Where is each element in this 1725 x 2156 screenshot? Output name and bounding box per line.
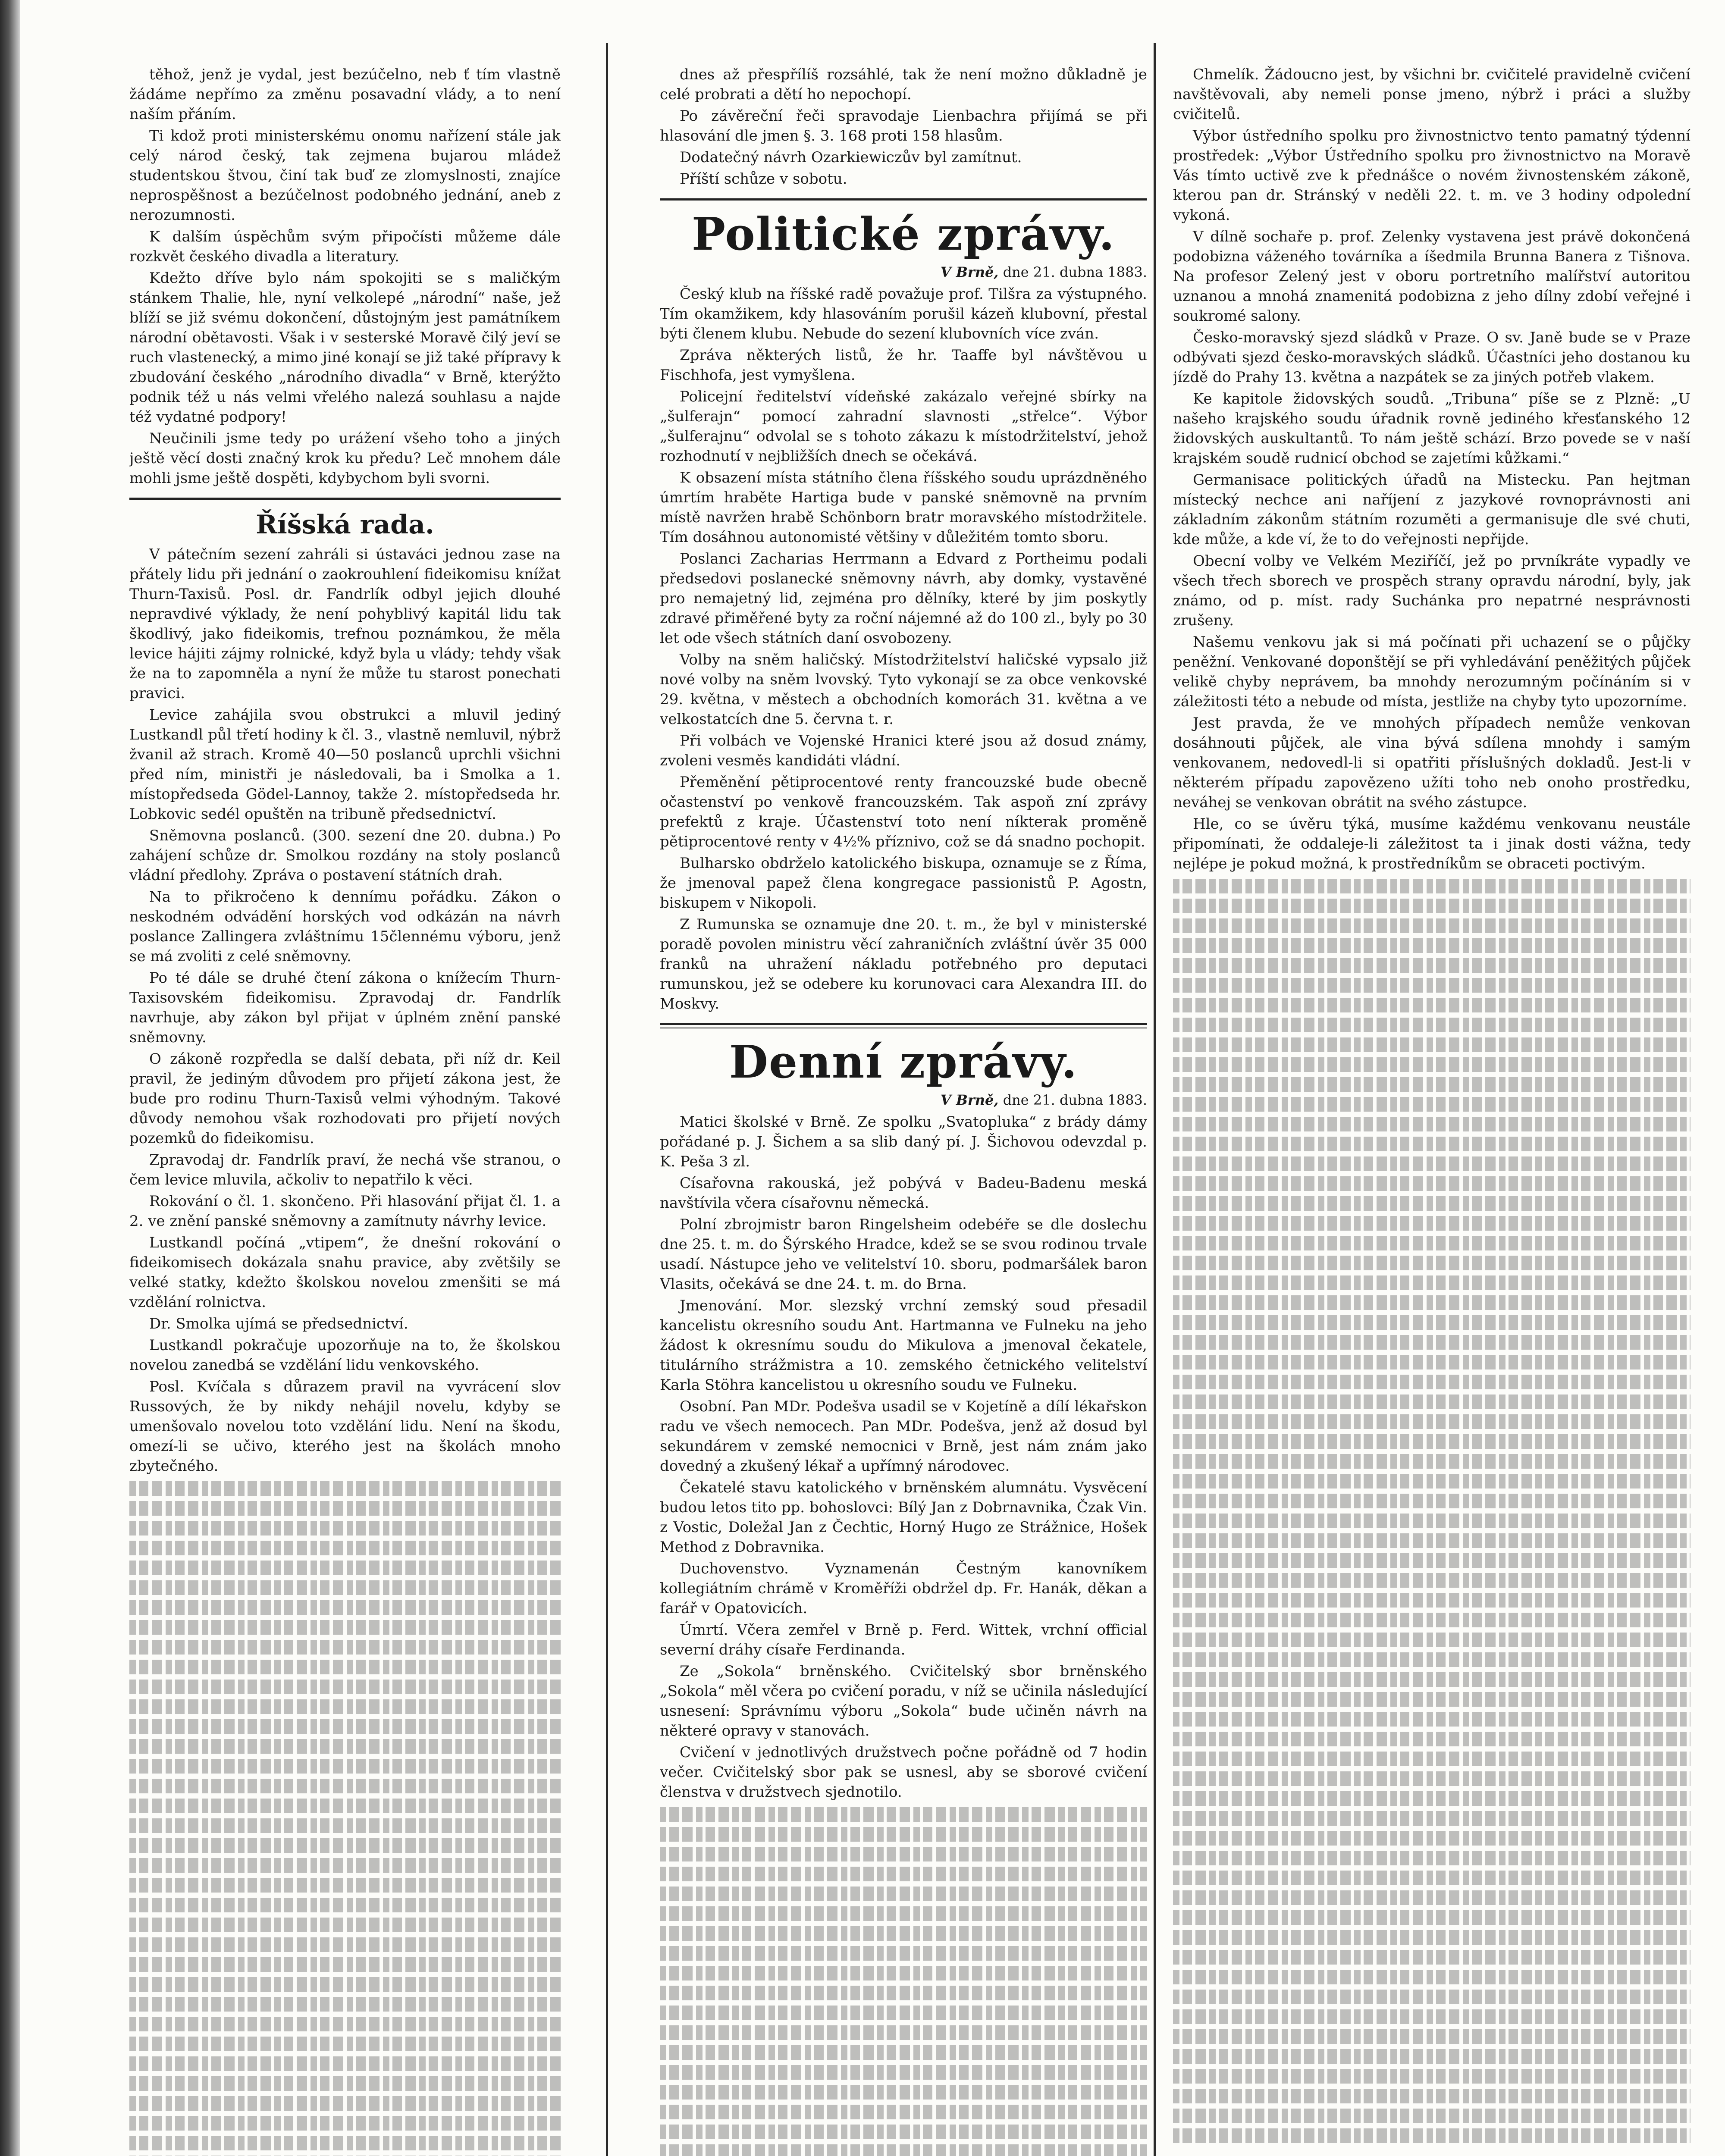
col2-paragraph: Přeměnění pětiprocentové renty francouzské bude obecně očastenství po venkově francouzském. Tak aspoň zní zprávy prefektů z kraje. Účastenství toto není níkterak proměně pětiprocentové renty v 4½% příznivo, což se dá snadno pochopit. [660,774,1147,850]
col1-paragraph: Posl. Kvíčala s důrazem pravil na vyvrácení slov Russových, že by nikdy nehájil novelu, kdyby se umenšovalo novelou toto vzdělání lidu. Není na škodu, omezí-li se učivo, kterého jest na školách mnoho zbytečného. [129,1378,561,1475]
col2-paragraph: Při volbách ve Vojenské Hranici které jsou až dosud známy, zvoleni vesměs kandidáti vládní. [660,732,1147,769]
section-divider [129,498,561,500]
illegible-text-block [660,1807,1147,2156]
col2-paragraph: dnes až přespřílíš rozsáhlé, tak že není možno důkladně je celé probrati a dětí ho nepochopí. [660,66,1147,103]
col1-paragraph: Rokování o čl. 1. skončeno. Při hlasování přijat čl. 1. a 2. ve znění panské sněmovny a zamítnuty návrhy levice. [129,1193,561,1230]
col3-paragraph: Jest pravda, že ve mnohých případech nemůže venkovan dosáhnouti půjček, ale vina bývá sdílena mnohdy i samým venkovanem, nedovedl-li si opatřiti příslušných dokladů. Jest-li v některém případu zapovězeno užíti toho neb onoho prostředku, neváhej se venkovan obrátit na svého zástupce. [1173,714,1690,811]
col1-paragraph: těhož, jenž je vydal, jest bezúčelno, neb ť tím vlastně žádáme nepřímo za změnu posavadní vlády, a to není naším přáním. [129,66,561,123]
col1-paragraph: Lustkandl počíná „vtipem“, že dnešní rokování o fideikomisech dokázala snahu pravice, aby zvětšily se velké statky, kdežto školskou novelou zmenšiti se má vzdělání rolnictva. [129,1234,561,1311]
dateline-town: V Brně, [940,1092,999,1108]
col1-paragraph: Ti kdož proti ministerskému onomu nařízení stále jak celý národ český, tak zejmena bujarou mládež studentskou štvou, činí tak buď ze zlomyslnosti, znajíce neprospěšnost a bezúčelnost podobného jednání, aneb z nerozumnosti. [129,127,561,224]
col1-paragraph: V pátečním sezení zahráli si ústaváci jednou zase na přátely lidu při jednání o zaokrouhlení fideikomisu knížat Thurn-Taxisů. Posl. dr. Fandrlík odbyl jejich dlouhé nepravdivé výklady, že není pohyblivý kapitál lidu tak škodlivý, jako fideikomis, trefnou poznámkou, že měla levice hájiti zájmy rolnické, když byla u vlády; tehdy však že na to zapomněla a nyní že může tu starost ponechati pravici. [129,546,561,702]
dateline-date: dne 21. dubna 1883. [1003,1092,1147,1108]
col2-paragraph: Ze „Sokola“ brněnského. Cvičitelský sbor brněnského „Sokola“ měl včera po cvičení poradu, v níž se učinila následující usnesení: Správnímu výboru „Sokola“ bude učiněn návrh na některé opravy v stanovách. [660,1663,1147,1739]
col2-paragraph: Cvičení v jednotlivých družstvech počne pořádně od 7 hodin večer. Cvičitelský sbor pak se usnesl, aby se sborové cvičení členstva v družstvech sjednotilo. [660,1744,1147,1801]
col3-paragraph: Germanisace politických úřadů na Mistecku. Pan hejtman místecký nechce ani naříjení z jazykové rovnoprávnosti ani základním zákonům státním rozuměti a germanisuje dle své chuti, kde může, a kde ví, že to do veřejnosti nepřijde. [1173,471,1690,548]
col1-paragraph: Na to přikročeno k dennímu pořádku. Zákon o neskodném odvádění horských vod odkázán na návrh poslance Zallingera zvláštnímu 15člennému výboru, jenž se má zvoliti z celé sněmovny. [129,888,561,965]
illegible-text-block [1173,879,1690,2143]
col2-paragraph: Poslanci Zacharias Herrmann a Edvard z Portheimu podali předsedovi poslanecké sněmovny návrh, aby domky, vystavěné pro nemajetný lid, zejména pro dělníky, které by jim poskytly zdravé přiměřené byty za roční nájemné až do 100 zl., byly po 30 let ode všech státních daní osvobozeny. [660,550,1147,647]
col1-paragraph: Zpravodaj dr. Fandrlík praví, že nechá vše stranou, o čem levice mluvila, ačkoliv to nepatřilo k věci. [129,1151,561,1188]
col3-paragraph: Ke kapitole židovských soudů. „Tribuna“ píše se z Plzně: „U našeho krajského soudu úřadnik rovně jediného křesťanského 12 židovských auskultantů. To nám ještě schází. Brzo povede se v naší krajském soudě rudnicí obchod se zajetími kůžkami.“ [1173,390,1690,467]
col3-paragraph: Hle, co se úvěru týká, musíme každému venkovanu neustále připomínati, že oddaleje-li záležitost ta i jinak dosti vážna, tedy nejlépe je pokud možná, k prostředníkům se obraceti poctivým. [1173,815,1690,872]
col1-paragraph: K dalším úspěchům svým připočísti můžeme dále rozkvět českého divadla a literatury. [129,228,561,265]
col1-paragraph: Sněmovna poslanců. (300. sezení dne 20. dubna.) Po zahájení schůze dr. Smolkou rozdány na stoly poslanců vládní předlohy. Zpráva o postavení státních drah. [129,827,561,884]
col2-paragraph: Polní zbrojmistr baron Ringelsheim odebéře se dle doslechu dne 25. t. m. do Šýrského Hradce, kdež se se svou rodinou trvale usadí. Nástupce jeho ve velitelství 10. sboru, podmaršálek baron Vlasits, očekává se dne 24. t. m. do Brna. [660,1216,1147,1293]
col2-paragraph: Dodatečný návrh Ozarkiewiczův byl zamítnut. [680,149,1022,166]
col3-paragraph: Našemu venkovu jak si má počínati při uchazení se o půjčky peněžní. Venkované doponštějí se při vyhledávání peněžitých půjček velikě chyby neprávem, ba mnohdy nerozumným počínáním si v záležitosti této a nebude od místa, jestliže na chyby tyto upozorníme. [1173,633,1690,710]
col2-paragraph: Z Rumunska se oznamuje dne 20. t. m., že byl v ministerské poradě povolen ministru věcí zahraničních zvláštní úvěr 35 000 franků na uhražení nákladu potřebného pro deputaci rumunskou, jež se odebere ku korunovaci cara Alexandra III. do Moskvy. [660,916,1147,1012]
col2-paragraph: Policejní ředitelství vídeňské zakázalo veřejné sbírky na „šulferajn“ pomocí zahradní slavnosti „střelce“. Výbor „šulferajnu“ odvolal se s tohoto zákazu k místodržitelství, jehož rozhodnutí v nejbližších dnech se očekává. [660,388,1147,465]
col2-paragraph: Čekatelé stavu katolického v brněnském alumnátu. Vysvěcení budou letos tito pp. bohoslovci: Bílý Jan z Dobrnavnika, Čzak Vin. z Vostic, Doležal Jan z Čechtic, Horný Hugo ze Strážnice, Hošek Method z Dobravnika. [660,1479,1147,1556]
col2-paragraph: Jmenování. Mor. slezský vrchní zemský soud přesadil kancelistu okresního soudu Ant. Hartmanna ve Fulneku na jeho žádost k okresnímu soudu do Mikulova a jmenoval čekatele, titulárního strážmistra a 10. zemského četnického velitelství Karla Stöhra kancelistou u okresního soudu ve Fulneku. [660,1297,1147,1394]
column-1 [129,65,561,2156]
col3-paragraph: V dílně sochaře p. prof. Zelenky vystavena jest právě dokončená podobizna váženého továrníka a íšedmila Brunna Banera z Tišnova. Na profesor Zelený jest v oboru portretního malířství autoritou uznanou a mnohá znamenitá podobizna z jeho dílny zdobí veřejné i soukromé salony. [1173,228,1690,325]
col2-paragraph: Český klub na říšské radě považuje prof. Tilšra za výstupného. Tím okamžikem, kdy hlasováním porušil kázeň klubovní, přestal býti členem klubu. Nebude do sezení klubovních více zván. [660,285,1147,342]
col1-paragraph: O zákoně rozpředla se další debata, při níž dr. Keil pravil, že jediným důvodem pro přijetí zákona jest, že bude pro rodinu Thurn-Taxisů velmi výhodným. Takové důvody nemohou však rozhodovati pro přijetí nových pozemků do fideikomisu. [129,1050,561,1147]
column-3 [1173,65,1690,2156]
col2-paragraph: Bulharsko obdrželo katolického biskupa, oznamuje se z Říma, že jmenoval papež člena kongregace passionistů P. Agostn, biskupem v Nikopoli. [660,855,1147,912]
col1-paragraph: Kdežto dříve bylo nám spokojiti se s maličkým stánkem Thalie, hle, nyní velkolepé „národní“ naše, jež blíží se již svému dokončení, důstojným jest památníkem národní obětavosti. Však i v sesterské Moravě čilý jeví se ruch vlastenecký, a mimo jiné konají se již také přípravy k zbudování českého „národního divadla“ v Brně, kterýžto podnik též u nás velmi vřelého nalezá souhlasu a najde též vydatné podpory! [129,270,561,426]
col2-paragraph: Matici školské v Brně. Ze spolku „Svatopluka“ z brády dámy pořádané p. J. Šichem a sa slib daný pí. J. Šichovou odevzdal p. K. Peša 3 zl. [660,1113,1147,1170]
dateline-town: V Brně, [940,264,999,280]
col1-paragraph: Levice zahájila svou obstrukci a mluvil jediný Lustkandl půl třetí hodiny k čl. 3., vlastně nemluvil, nýbrž žvanil až strach. Kromě 40—50 poslanců uprchli všichni před ním, ministři je následovali, ba i Smolka a 1. místopředseda Gödel-Lannoy, takže 2. místopředseda hr. Lobkovic sedél opuštěn na tribuně předsednictví. [129,706,561,823]
col3-paragraph: Chmelík. Žádoucno jest, by všichni br. cvičitelé pravidelně cvičení navštěvovali, aby nemeli ponse jmeno, nýbrž i práci a služby cvičitelů. [1173,66,1690,123]
column-2 [660,65,1147,2156]
col3-paragraph: Obecní volby ve Velkém Meziříčí, jež po prvníkráte vypadly ve všech třech sborech ve prospěch strany opravdu národní, byly, jak známo, od p. míst. rady Suchánka pro nepatrné nesprávnosti zrušeny. [1173,552,1690,629]
binding-edge [0,0,20,2156]
column-rule-1 [606,43,608,2156]
illegible-text-block [129,1481,561,2156]
col2-paragraph: Úmrtí. Včera zemřel v Brně p. Ferd. Wittek, vrchní official severní dráhy císaře Ferdinanda. [660,1621,1147,1658]
col1-paragraph: Lustkandl pokračuje upozorňuje na to, že školskou novelou zanedbá se vzdělání lidu venkovského. [129,1337,561,1374]
col2-paragraph: Osobní. Pan MDr. Podešva usadil se v Kojetíně a dílí lékařskon radu ve všech nemocech. Pan MDr. Podešva, jenž až dosud byl sekundárem v zemské nemocnici v Brně, jest nám znám jako dovedný a zkušený lékař a upřímný národovec. [660,1398,1147,1475]
section-divider [660,1023,1147,1028]
col2-paragraph: Duchovenstvo. Vyznamenán Čestným kanovníkem kollegiátním chrámě v Kroměříži obdržel dp. Fr. Hanák, děkan a farář v Opatovicích. [660,1560,1147,1617]
col3-paragraph: Výbor ústředního spolku pro živnostnictvo tento pamatný týdenní prostředek: „Výbor Ústředního spolku pro živnostnictvo na Moravě Vás tímto uctivě zve k přednášce o novém živnostenském zákoně, kterou pan dr. Stránský v neděli 22. t. m. ve 3 hodiny odpolední vykoná. [1173,127,1690,224]
section-title-politicke-zpravy: Politické zprávy. [691,207,1116,260]
col2-paragraph: Císařovna rakouská, jež pobývá v Badeu-Badenu meská navštívila včera císařovnu německá. [660,1175,1147,1212]
col1-paragraph: Neučinili jsme tedy po urážení všeho toho a jiných ještě věcí dosti značný krok ku předu? Leč mnohem dále mohli jsme ještě dospěti, kdybychom byli svorni. [129,430,561,487]
col2-paragraph: Volby na sněm haličský. Místodržitelství haličské vypsalo již nové volby na sněm lvovský. Tyto vykonají se za obce venkovské 29. května, v městech a obchodních komorách 31. května a ve velkostatcích dne 5. června t. r. [660,651,1147,728]
col2-paragraph: Zpráva některých listů, že hr. Taaffe byl návštěvou u Fischhofa, jest vymyšlena. [660,347,1147,384]
col2-paragraph: Po závěreční řeči spravodaje Lienbachra přijímá se při hlasování dle jmen §. 3. 168 proti 158 hlasům. [660,107,1147,144]
dateline [660,263,1147,282]
section-divider [660,198,1147,201]
section-title-riska-rada: Říšská rada. [256,510,434,540]
dateline [660,1091,1147,1109]
col2-paragraph: K obsazení místa státního člena říšského soudu uprázdněného úmrtím hraběte Hartiga bude v panské sněmovně na prvním místě navržen hrabě Schönborn bratr moravského místodržitele. Tím dosáhnou autonomisté většiny v důležitém tomto sboru. [660,469,1147,546]
section-title-denni-zpravy: Denní zprávy. [729,1035,1078,1088]
col1-paragraph: Dr. Smolka ujímá se předsednictví. [149,1315,408,1332]
col2-paragraph: Příští schůze v sobotu. [680,170,847,188]
column-rule-2 [1154,43,1156,2156]
col3-paragraph: Česko-moravský sjezd sládků v Praze. O sv. Janě bude se v Praze odbývati sjezd česko-moravských sládků. Účastníci jeho dostanou ku jízdě do Prahy 13. května a nazpátek se za jiných potřeb vlakem. [1173,329,1690,386]
col1-paragraph: Po té dále se druhé čtení zákona o knížecím Thurn-Taxisovském fideikomisu. Zpravodaj dr. Fandrlík navrhuje, aby zákon byl přijat v úplném znění panské sněmovny. [129,969,561,1046]
dateline-date: dne 21. dubna 1883. [1003,264,1147,280]
